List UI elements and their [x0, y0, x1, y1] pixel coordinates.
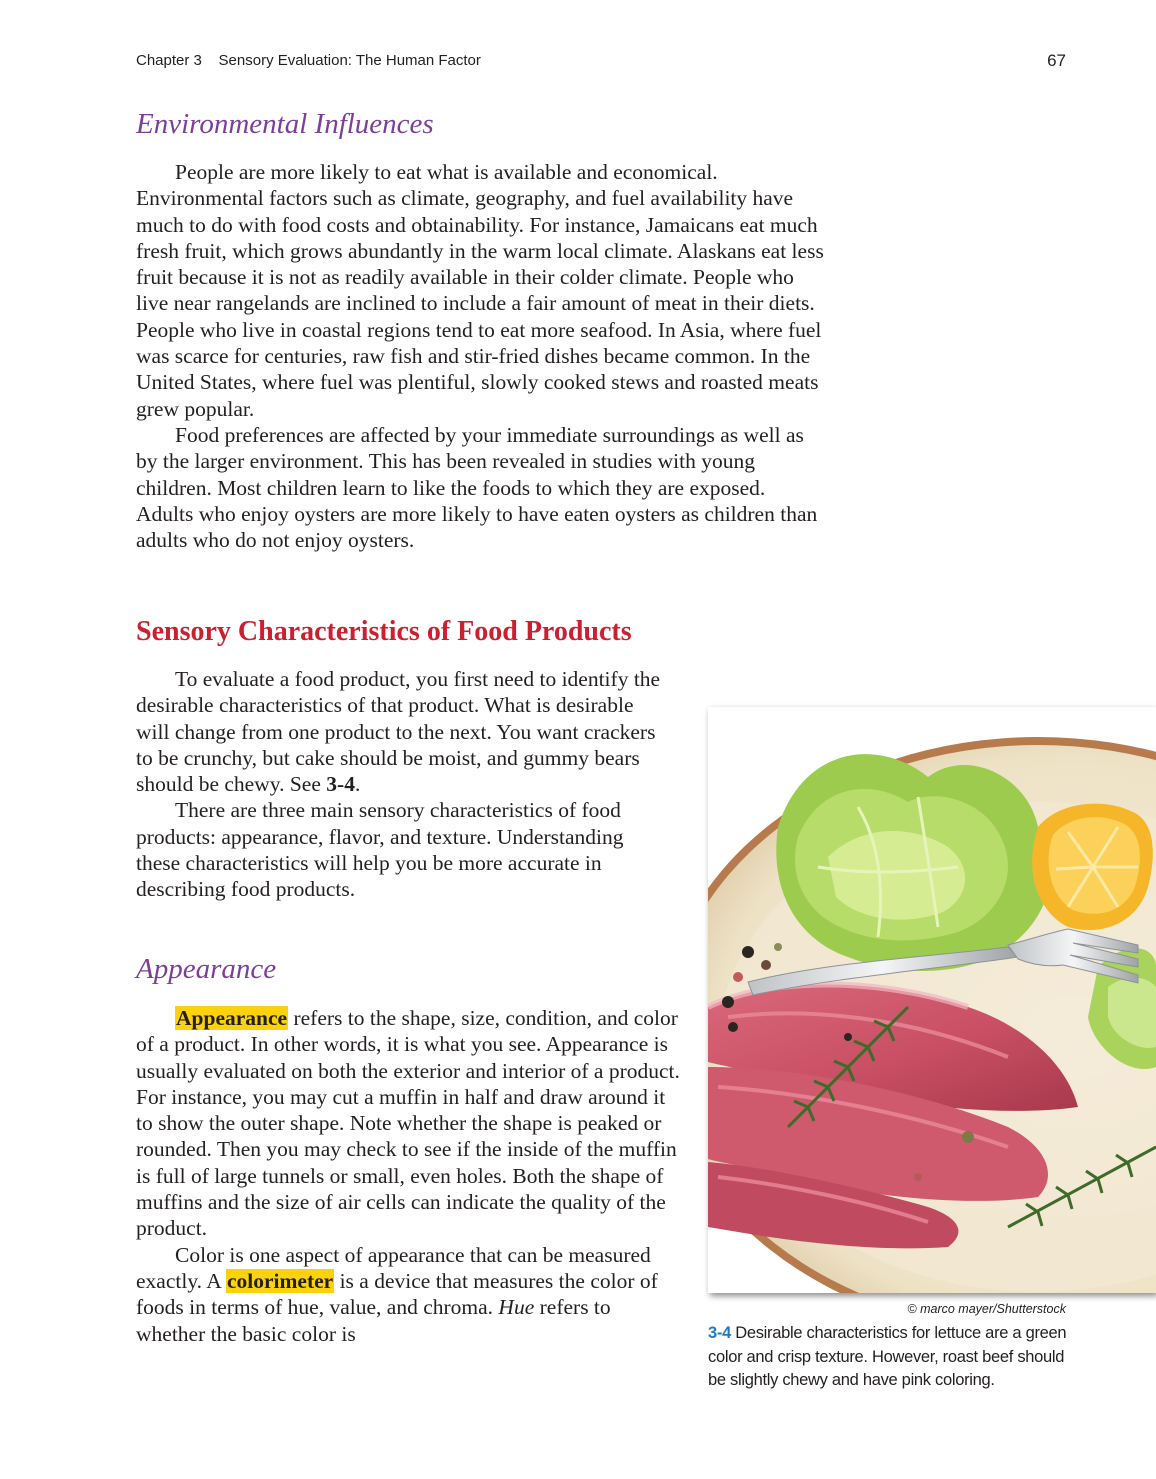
- term-hue: Hue: [498, 1295, 535, 1320]
- figure-caption: [708, 1322, 1078, 1393]
- chapter-title: Chapter 3 Sensory Evaluation: The Human Factor: [136, 52, 481, 69]
- sensory-p1-end: .: [354, 772, 361, 797]
- page-number: 67: [1047, 51, 1066, 70]
- appearance-paragraph-1: [136, 1005, 681, 1242]
- appearance-p1-text: refers to the shape, size, condition, and color of a product. In other words, it is what you see. Appearance is usually evaluated on both the exterior and interior of a product. For instance, you may cut a muffin in half and draw around it to show the outer shape. Note whether the shape is peaked or rounded. Then you may check to see if the inside of the muffin is full of large tunnels or small, even holes. Both the shape of muffins and the size of air cells can indicate the quality of the product.: [136, 1006, 680, 1241]
- figure-roast-beef-plate: [708, 707, 1156, 1293]
- heading-appearance: Appearance: [136, 953, 277, 985]
- key-term-colorimeter[interactable]: colorimeter: [226, 1268, 334, 1293]
- figure-reference[interactable]: 3-4: [326, 772, 355, 797]
- sensory-paragraph-1: [136, 666, 671, 797]
- env-paragraph-2: Food preferences are affected by your immediate surroundings as well as by the larger environment. This has been revealed in studies with young children. Most children learn to like the foods to which they are exposed. Adults who enjoy oysters are more likely to have eaten oysters as children than adults who do not enjoy oysters.: [136, 422, 818, 553]
- heading-sensory-characteristics: Sensory Characteristics of Food Products: [136, 616, 632, 647]
- sensory-body: [136, 666, 671, 903]
- heading-environmental-influences: Environmental Influences: [136, 108, 434, 140]
- appearance-p2-text-a: Color is one aspect of appearance that can be measured exactly. A: [136, 1242, 651, 1293]
- sensory-paragraph-2: There are three main sensory characteristics of food products: appearance, flavor, and texture. Understanding these characteristics will help you be more accurate in describing food products.: [136, 798, 624, 902]
- appearance-p2-text-c: refers to whether the basic color is: [136, 1295, 611, 1346]
- env-paragraph-1: People are more likely to eat what is available and economical. Environmental factors such as climate, geography, and fuel availability have much to do with food costs and obtainability. For instance, Jamaicans eat much fresh fruit, which grows abundantly in the warm local climate. Alaskans eat less fruit because it is not as readily available in their colder climate. People who live near rangelands are inclined to include a fair amount of meat in their diets. People who live in coastal regions tend to eat more seafood. In Asia, where fuel was scarce for centuries, raw fish and stir-fried dishes became common. In the United States, where fuel was plentiful, slowly cooked stews and roasted meats grew popular.: [136, 160, 824, 421]
- env-body: [136, 159, 826, 553]
- caption-text: Desirable characteristics for lettuce are a green color and crisp texture. However, roast beef should be slightly chewy and have pink coloring.: [708, 1324, 1067, 1389]
- appearance-paragraph-2: [136, 1242, 681, 1347]
- key-term-appearance[interactable]: Appearance: [176, 1006, 288, 1030]
- photo-credit: © marco mayer/Shutterstock: [907, 1302, 1066, 1316]
- sensory-p1-text: To evaluate a food product, you first need to identify the desirable characteristics of that product. What is desirable will change from one product to the next. You want crackers to be crunchy, but cake should be moist, and gummy bears should be chewy. See: [136, 667, 661, 797]
- figure-number: 3-4: [708, 1324, 731, 1342]
- appearance-p2-text-b: is a device that measures the color of foods in terms of hue, value, and chroma.: [136, 1268, 658, 1320]
- food-photo-illustration: [708, 707, 1156, 1293]
- lemon: [1032, 804, 1153, 930]
- appearance-body: [136, 1005, 681, 1347]
